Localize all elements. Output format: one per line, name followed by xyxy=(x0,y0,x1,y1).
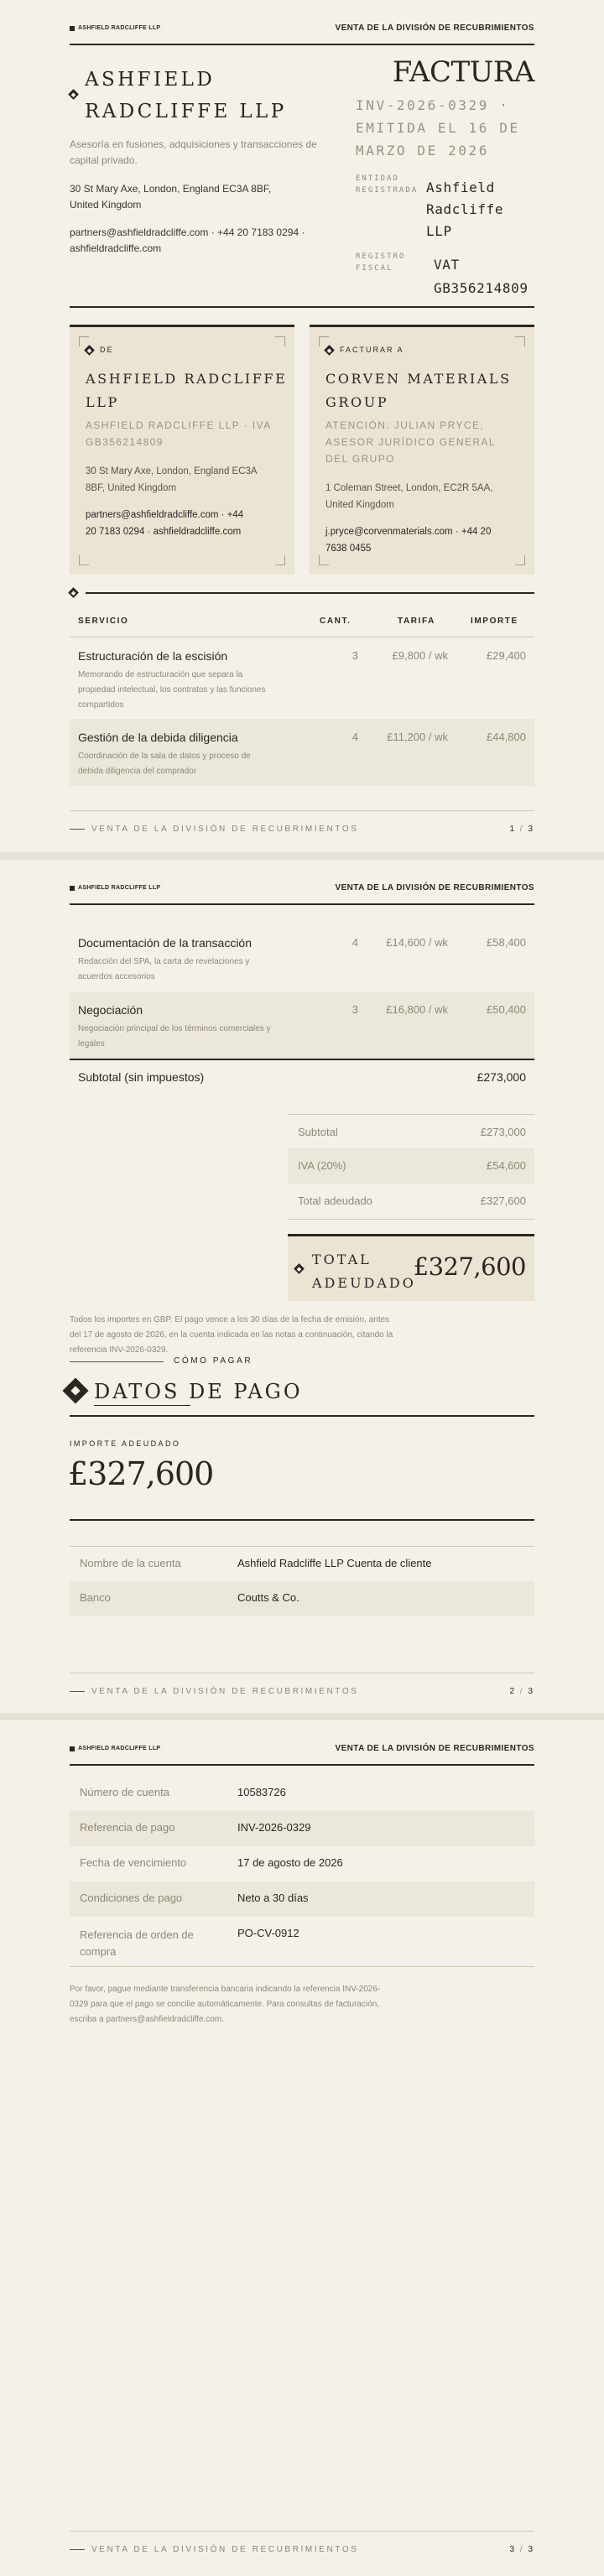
payment-row-bank: Banco Coutts & Co. xyxy=(70,1581,534,1616)
invoice-page-1 xyxy=(0,0,604,852)
entity-label: ENTIDAD REGISTRADA xyxy=(356,174,419,195)
page-footer xyxy=(70,1673,534,1696)
diamond-icon xyxy=(68,89,79,100)
brand-square-icon xyxy=(70,26,75,31)
invoice-page-3 xyxy=(0,1720,604,2576)
terms-note: Todos los importes en GBP. El pago vence a los 30 días de la fecha de emisión, antes del 17 de agosto de 2026, en la cuenta indicada en las notas a continuación, citando la referencia INV-2026-0329. xyxy=(70,1315,393,1355)
firm-tagline: Asesoría en fusiones, adquisiciones y transacciones de capital privado. xyxy=(70,138,317,166)
page-number: 3 / 3 xyxy=(509,2545,534,2554)
brand-square-icon xyxy=(70,886,75,891)
subtotal-label: Subtotal (sin impuestos) xyxy=(78,1070,205,1084)
footer-label: VENTA DE LA DIVISIÓN DE RECUBRIMIENTOS xyxy=(91,2545,359,2554)
header-brand: ASHFIELD RADCLIFFE LLP xyxy=(78,1746,161,1751)
table-row xyxy=(70,637,534,719)
page-number: 2 / 3 xyxy=(509,1687,534,1696)
tax-label: REGISTRO FISCAL xyxy=(356,252,406,273)
firm-address: 30 St Mary Axe, London, England EC3A 8BF, United Kingdom xyxy=(70,183,272,211)
col-qty: CANT. xyxy=(320,617,351,626)
total-due-value: £327,600 xyxy=(413,1252,526,1281)
diamond-icon xyxy=(84,345,95,356)
amount: £44,800 xyxy=(487,731,526,743)
from-contact: partners@ashfieldradcliffe.com · +44 20 7183 0294 · ashfieldradcliffe.com xyxy=(86,510,244,537)
col-amount: IMPORTE xyxy=(471,617,518,626)
payment-row-po-reference: Referencia de orden de compra PO-CV-0912 xyxy=(70,1917,534,1967)
bill-to-name: CORVEN MATERIALS GROUP xyxy=(325,371,512,410)
diamond-icon xyxy=(324,345,335,356)
totals-due-row: Total adeudado £327,600 xyxy=(298,1194,526,1207)
table-row xyxy=(70,719,534,786)
subtotal-value: £273,000 xyxy=(476,1070,526,1084)
payment-kicker: CÓMO PAGAR xyxy=(174,1356,253,1366)
qty: 3 xyxy=(351,1003,358,1016)
from-card xyxy=(70,325,294,575)
bill-to-card xyxy=(310,325,534,575)
invoice-title: FACTURA xyxy=(392,55,534,89)
divider xyxy=(70,306,534,308)
from-label: DE xyxy=(100,346,114,354)
payment-diamond-icon xyxy=(62,1377,88,1403)
header-brand: ASHFIELD RADCLIFFE LLP xyxy=(78,885,161,891)
amount-due-label: IMPORTE ADEUDADO xyxy=(70,1439,181,1448)
service-description: Coordinación de la sala de datos y proceso de debida diligencia del comprador xyxy=(78,752,251,776)
corner-mark xyxy=(515,336,525,346)
divider xyxy=(70,1059,534,1060)
brand-square-icon xyxy=(70,1746,75,1751)
invoice-page-2 xyxy=(0,860,604,1713)
bill-to-contact: j.pryce@corvenmaterials.com · +44 20 7638 0455 xyxy=(325,527,492,554)
page-header xyxy=(70,882,534,905)
divider xyxy=(70,1519,534,1521)
total-due-box xyxy=(288,1234,534,1301)
service-name: Documentación de la transacción xyxy=(78,936,253,950)
corner-mark xyxy=(319,336,329,346)
rate: £11,200 / wk xyxy=(387,731,448,743)
qty: 3 xyxy=(351,649,358,662)
page-header xyxy=(70,1742,534,1766)
bill-to-attention: ATENCIÓN: JULIAN PRYCE, ASESOR JURÍDICO GENERAL DEL GRUPO xyxy=(325,419,496,465)
header-brand: ASHFIELD RADCLIFFE LLP xyxy=(78,25,161,31)
page-number: 1 / 3 xyxy=(509,825,534,834)
ornament-rule xyxy=(86,592,534,594)
payment-note: Por favor, pague mediante transferencia bancaria indicando la referencia INV-2026-0329 para que el pago se concilie automáticamente. Para consultas de facturación, escriba a partners@ashfieldradcliffe.com. xyxy=(70,1985,381,2024)
service-description: Redacción del SPA, la carta de revelaciones y acuerdos accesorios xyxy=(78,957,250,981)
service-name: Gestión de la debida diligencia xyxy=(78,731,238,744)
payment-row-due-date: Fecha de vencimiento 17 de agosto de 2026 xyxy=(80,1856,343,1869)
from-subtitle: ASHFIELD RADCLIFFE LLP · IVA GB356214809 xyxy=(86,419,272,448)
payment-title: DATOS DE PAGO xyxy=(94,1380,303,1403)
firm-contact: partners@ashfieldradcliffe.com · +44 20 7183 0294 · ashfieldradcliffe.com xyxy=(70,226,305,254)
bill-to-address: 1 Coleman Street, London, EC2R 5AA, United Kingdom xyxy=(325,483,493,510)
service-name: Estructuración de la escisión xyxy=(78,649,228,663)
bill-to-label: FACTURAR A xyxy=(340,346,404,354)
divider xyxy=(70,1415,534,1417)
table-row xyxy=(70,924,534,991)
from-address: 30 St Mary Axe, London, England EC3A 8BF, United Kingdom xyxy=(86,466,258,493)
diamond-icon xyxy=(68,587,79,598)
payment-row-account-name: Nombre de la cuenta Ashfield Radcliffe LLP Cuenta de cliente xyxy=(70,1546,534,1581)
corner-mark xyxy=(79,555,89,565)
payment-row-reference: Referencia de pago INV-2026-0329 xyxy=(70,1811,534,1846)
page-header xyxy=(70,22,534,45)
page-footer xyxy=(70,810,534,834)
corner-mark xyxy=(275,336,285,346)
rate: £14,600 / wk xyxy=(386,936,448,949)
entity-value: Ashfield Radcliffe LLP xyxy=(426,180,504,239)
footer-label: VENTA DE LA DIVISIÓN DE RECUBRIMIENTOS xyxy=(91,1687,359,1696)
table-row xyxy=(70,991,534,1059)
col-service: SERVICIO xyxy=(78,617,129,626)
totals-subtotal-row: Subtotal £273,000 xyxy=(298,1126,526,1138)
corner-mark xyxy=(275,555,285,565)
from-name: ASHFIELD RADCLIFFE LLP xyxy=(86,371,288,410)
service-name: Negociación xyxy=(78,1003,143,1017)
amount: £58,400 xyxy=(487,936,526,949)
qty: 4 xyxy=(351,936,358,949)
amount: £50,400 xyxy=(487,1003,526,1016)
page-footer xyxy=(70,2531,534,2554)
footer-label: VENTA DE LA DIVISIÓN DE RECUBRIMIENTOS xyxy=(91,825,359,834)
amount: £29,400 xyxy=(487,649,526,662)
header-section: VENTA DE LA DIVISIÓN DE RECUBRIMIENTOS xyxy=(335,23,534,33)
qty: 4 xyxy=(351,731,358,743)
amount-due-value: £327,600 xyxy=(68,1455,214,1492)
tax-value: VAT GB356214809 xyxy=(434,257,528,296)
total-due-label: TOTAL ADEUDADO xyxy=(312,1252,416,1291)
payment-row-terms: Condiciones de pago Neto a 30 días xyxy=(70,1881,534,1917)
firm-name: ASHFIELD RADCLIFFE LLP xyxy=(85,69,287,122)
payment-row-account-number: Número de cuenta 10583726 xyxy=(80,1786,286,1798)
corner-mark xyxy=(515,555,525,565)
rate: £16,800 / wk xyxy=(386,1003,448,1016)
invoice-number-date: INV-2026-0329 · EMITIDA EL 16 DE MARZO DE 2026 xyxy=(356,97,520,159)
header-section: VENTA DE LA DIVISIÓN DE RECUBRIMIENTOS xyxy=(335,883,534,892)
header-section: VENTA DE LA DIVISIÓN DE RECUBRIMIENTOS xyxy=(335,1744,534,1753)
service-description: Negociación principal de los términos comerciales y legales xyxy=(78,1024,271,1049)
service-description: Memorando de estructuración que separa la propiedad intelectual, los contratos y las funciones compartidos xyxy=(78,670,266,710)
rate: £9,800 / wk xyxy=(392,649,448,662)
totals-vat-row: IVA (20%) £54,600 xyxy=(288,1148,534,1184)
corner-mark xyxy=(79,336,89,346)
diamond-icon xyxy=(294,1263,305,1274)
col-rate: TARIFA xyxy=(398,617,435,626)
